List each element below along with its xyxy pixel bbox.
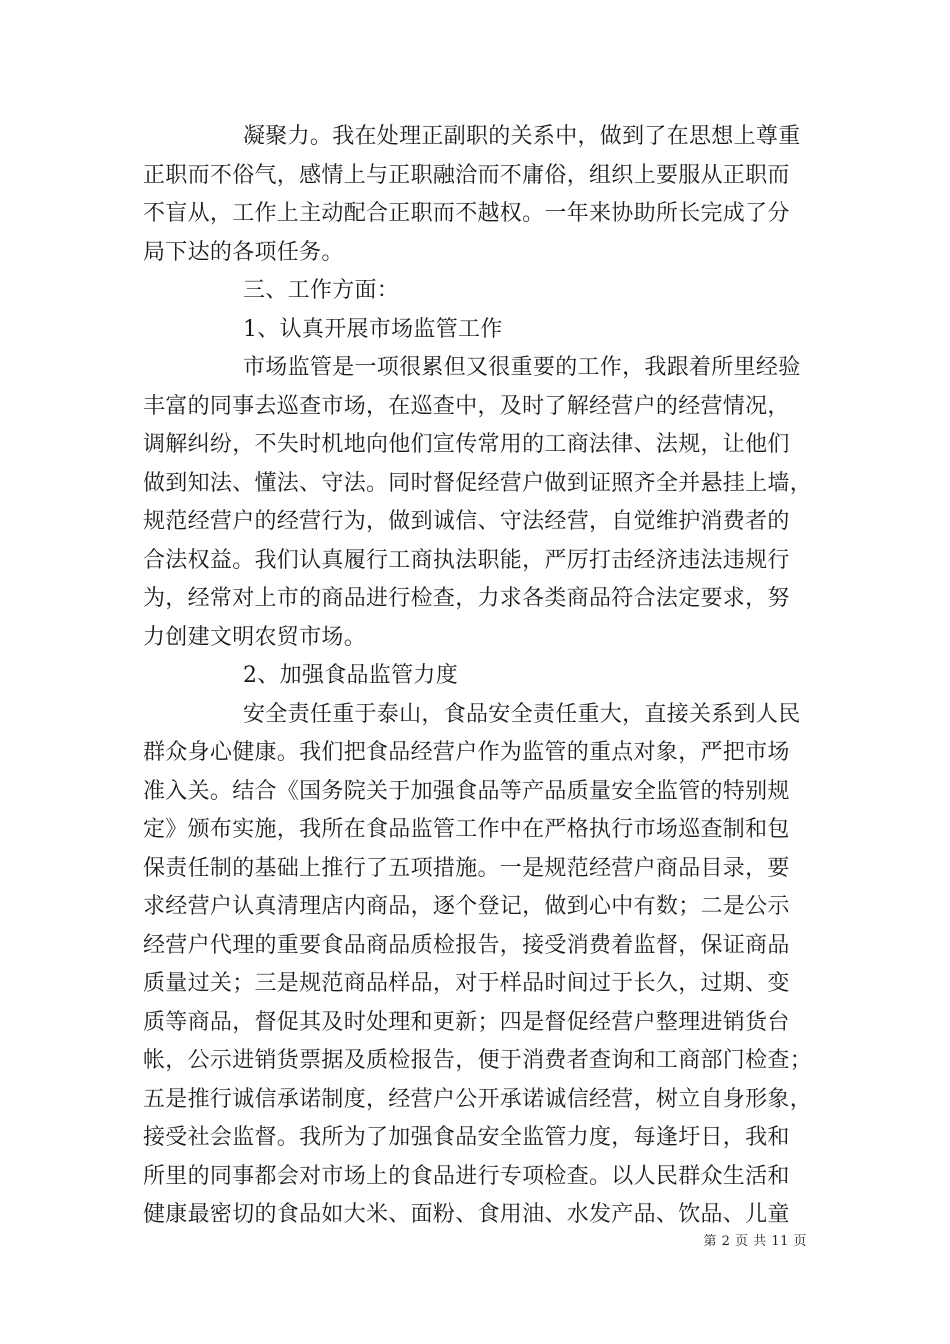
paragraph-line: 局下达的各项任务。 — [143, 239, 344, 265]
paragraph-line: 定》颁布实施，我所在食品监管工作中在严格执行市场巡查制和包 — [143, 817, 790, 842]
paragraph-line-indented: 凝聚力。我在处理正副职的关系中，做到了在思想上尊重 — [243, 124, 801, 149]
paragraph-line: 帐，公示进销货票据及质检报告，便于消费者查询和工商部门检查； — [143, 1048, 813, 1073]
paragraph-line: 求经营户认真清理店内商品，逐个登记，做到心中有数；二是公示 — [143, 894, 790, 919]
paragraph-line: 接受社会监督。我所为了加强食品安全监管力度，每逢圩日，我和 — [143, 1125, 790, 1150]
paragraph-line: 不盲从，工作上主动配合正职而不越权。一年来协助所长完成了分 — [143, 201, 790, 226]
paragraph-line: 为，经常对上市的商品进行检查，力求各类商品符合法定要求，努 — [143, 586, 790, 611]
paragraph-line: 质量过关；三是规范商品样品，对于样品时间过于长久，过期、变 — [143, 971, 790, 996]
paragraph-line-indented: 1、认真开展市场监管工作 — [243, 316, 503, 342]
paragraph-line: 力创建文明农贸市场。 — [143, 624, 367, 650]
page-number: 第 2 页 共 11 页 — [703, 1234, 807, 1249]
paragraph-line: 规范经营户的经营行为，做到诚信、守法经营，自觉维护消费者的 — [143, 509, 790, 534]
paragraph-line: 所里的同事都会对市场上的食品进行专项检查。以人民群众生活和 — [143, 1163, 790, 1189]
paragraph-line: 调解纠纷，不失时机地向他们宣传常用的工商法律、法规，让他们 — [143, 432, 790, 457]
paragraph-line: 做到知法、懂法、守法。同时督促经营户做到证照齐全并悬挂上墙， — [143, 470, 813, 496]
paragraph-line: 合法权益。我们认真履行工商执法职能，严厉打击经济违法违规行 — [143, 547, 790, 573]
paragraph-line-indented: 2、加强食品监管力度 — [243, 663, 458, 688]
paragraph-line: 保责任制的基础上推行了五项措施。一是规范经营户商品目录，要 — [143, 855, 790, 881]
paragraph-line: 群众身心健康。我们把食品经营户作为监管的重点对象，严把市场 — [143, 740, 790, 765]
paragraph-line-indented: 三、工作方面： — [243, 278, 400, 303]
paragraph-line-indented: 安全责任重于泰山，食品安全责任重大，直接关系到人民 — [243, 701, 801, 727]
paragraph-line: 健康最密切的食品如大米、面粉、食用油、水发产品、饮品、儿童 — [143, 1202, 790, 1227]
paragraph-line: 准入关。结合《国务院关于加强食品等产品质量安全监管的特别规 — [143, 778, 790, 804]
paragraph-line: 丰富的同事去巡查市场，在巡查中，及时了解经营户的经营情况， — [143, 393, 790, 419]
paragraph-line: 正职而不俗气，感情上与正职融洽而不庸俗，组织上要服从正职而 — [143, 162, 790, 188]
paragraph-line: 五是推行诚信承诺制度，经营户公开承诺诚信经营，树立自身形象， — [143, 1086, 813, 1112]
paragraph-line: 质等商品，督促其及时处理和更新；四是督促经营户整理进销货台 — [143, 1009, 790, 1035]
document-body — [143, 118, 813, 1235]
paragraph-line: 经营户代理的重要食品商品质检报告，接受消费着监督，保证商品 — [143, 932, 790, 958]
paragraph-line-indented: 市场监管是一项很累但又很重要的工作，我跟着所里经验 — [243, 355, 801, 380]
